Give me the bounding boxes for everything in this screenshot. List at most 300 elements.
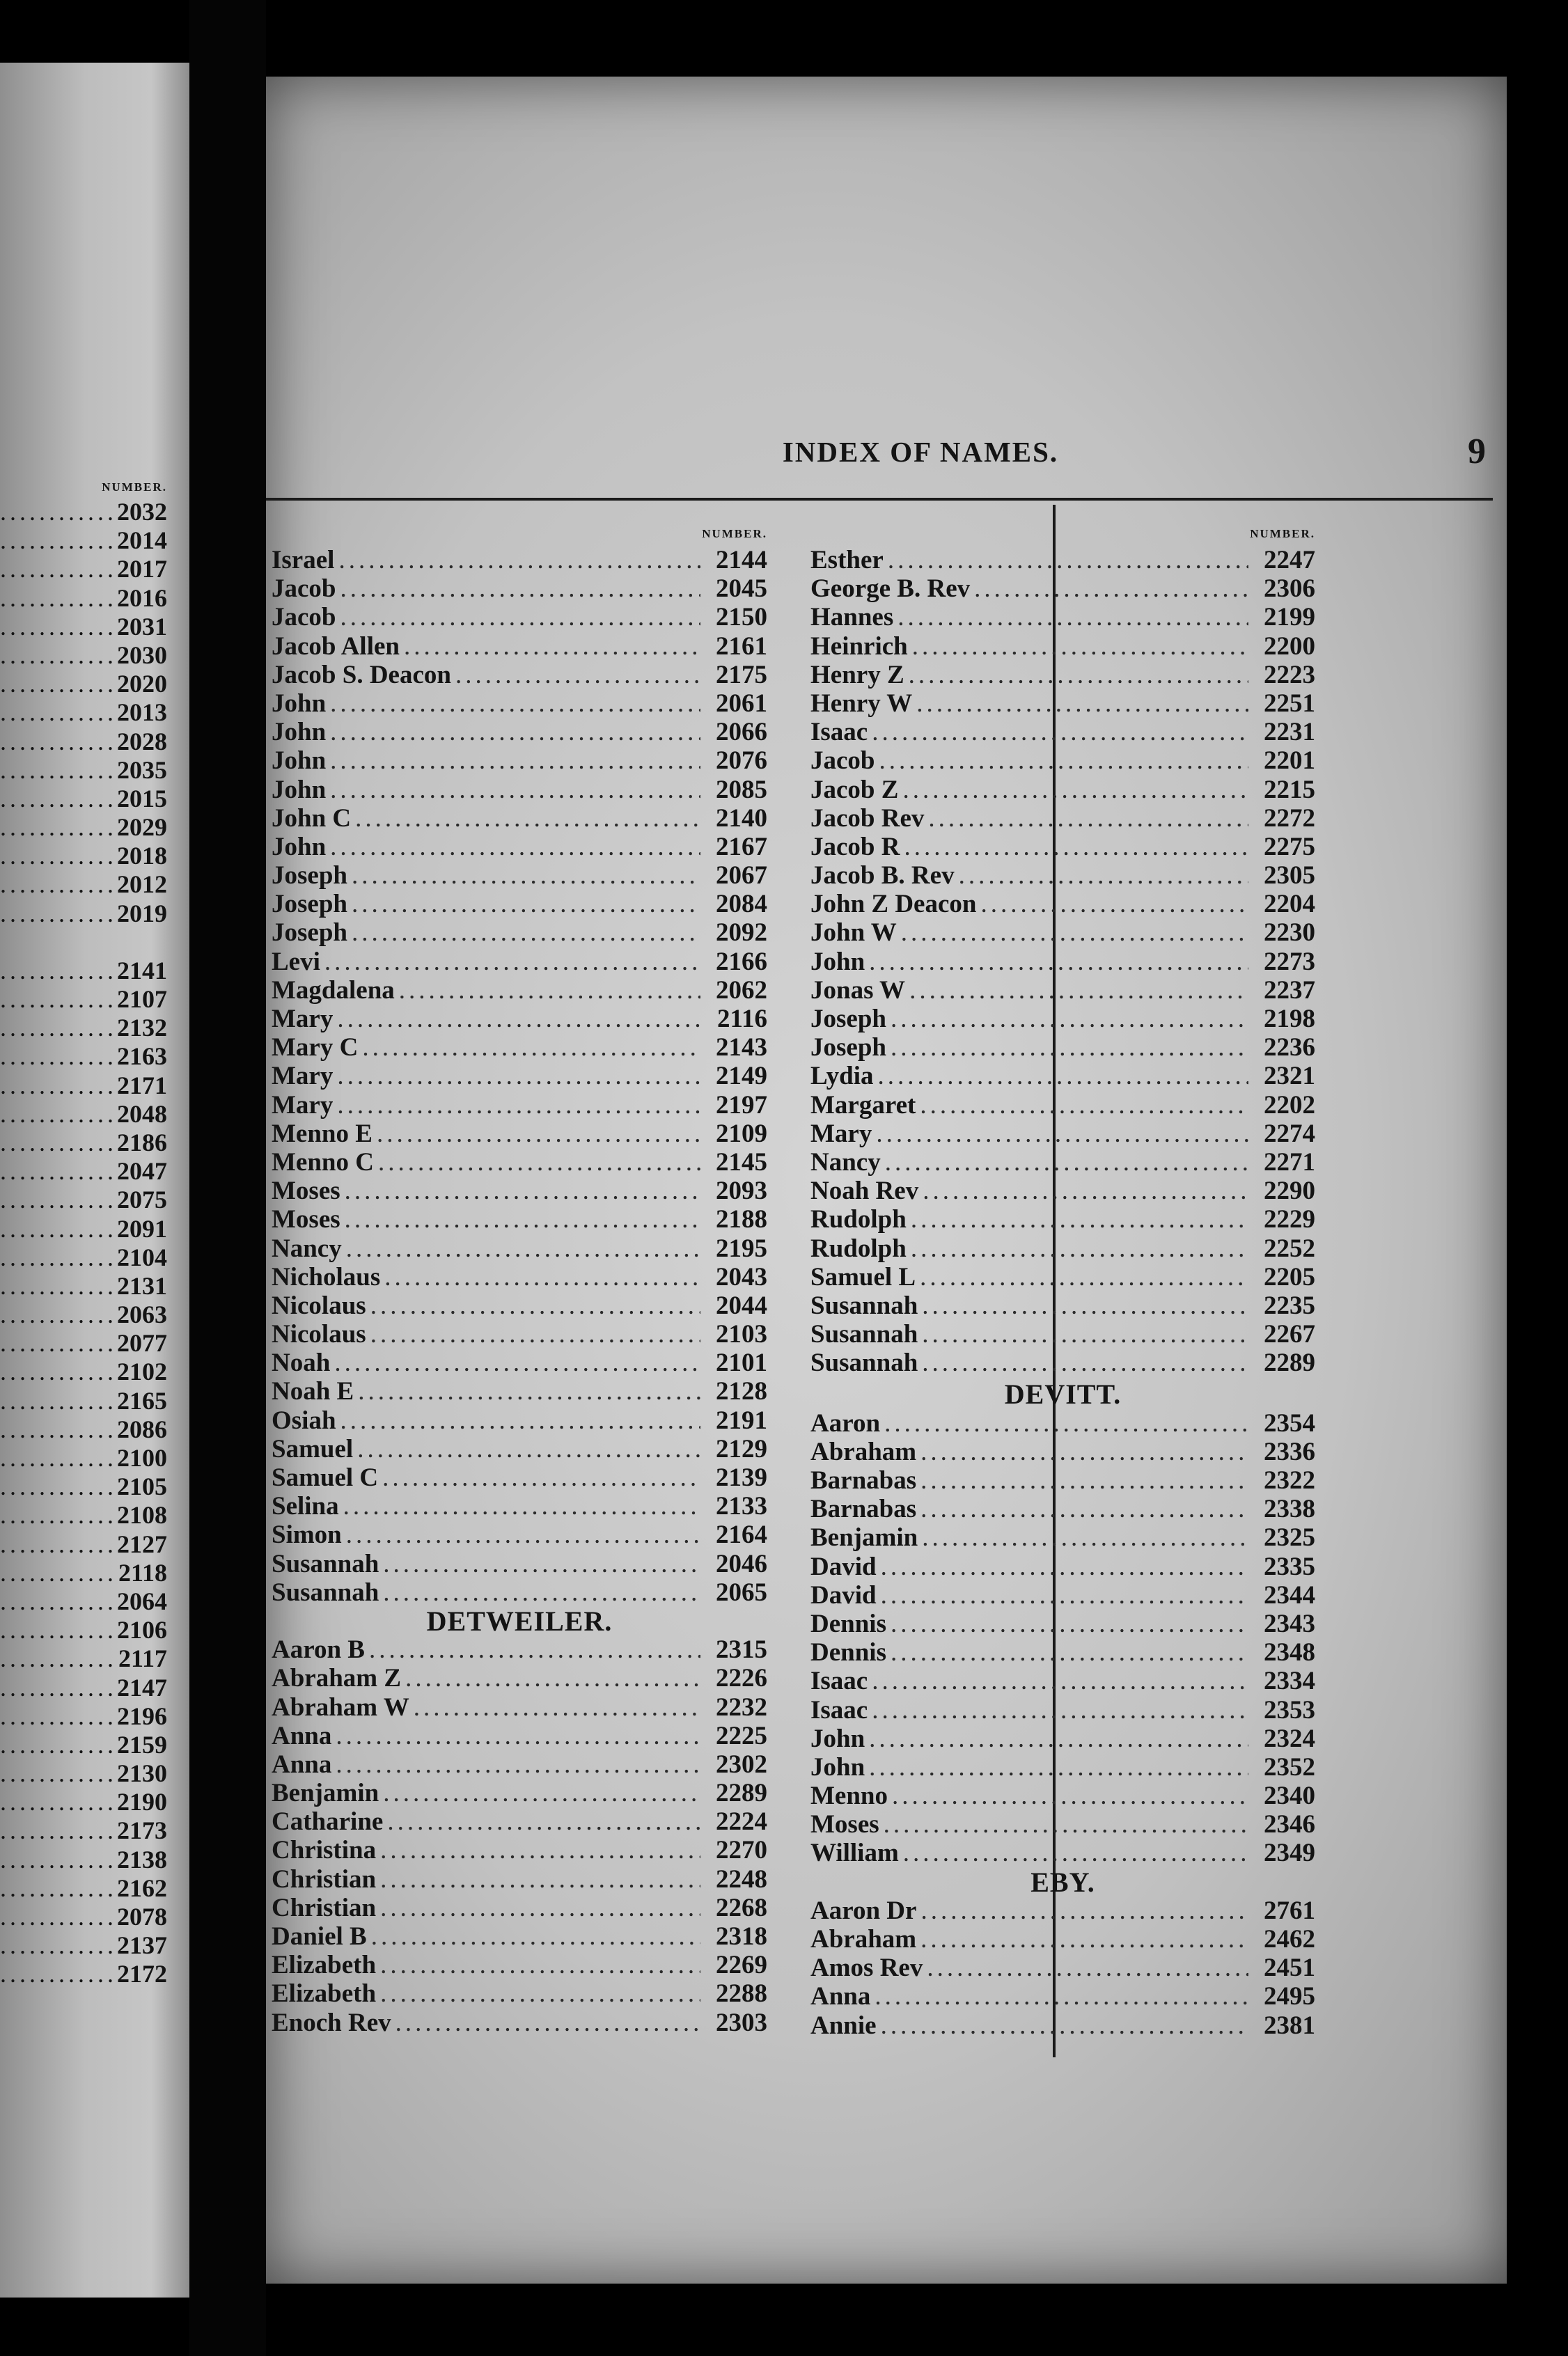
dot-leader — [0, 1042, 113, 1071]
index-entry — [810, 948, 1315, 976]
index-entry — [272, 603, 767, 631]
header-rule — [266, 498, 1493, 501]
partial-entry — [0, 1157, 167, 1186]
index-entry — [810, 1523, 1315, 1552]
entry-number: 2353 — [1264, 1695, 1315, 1725]
partial-entry — [0, 813, 167, 842]
dot-leader — [0, 1644, 114, 1673]
entry-number: 2043 — [716, 1262, 767, 1291]
number-heading: NUMBER. — [1250, 527, 1315, 540]
partial-entry — [0, 1559, 167, 1587]
entry-number: 2324 — [1264, 1724, 1315, 1753]
entry-number: 2101 — [716, 1349, 767, 1378]
entry-number: 2205 — [1264, 1262, 1315, 1291]
entry-number: 2321 — [1264, 1062, 1315, 1091]
dot-leader — [337, 1005, 700, 1033]
partial-entry — [0, 1444, 167, 1472]
entry-number: 2343 — [1264, 1609, 1315, 1638]
entry-list-devitt — [810, 1409, 1315, 1868]
dot-leader — [380, 1865, 700, 1894]
entry-name: John — [810, 1724, 865, 1753]
dot-leader — [0, 870, 113, 899]
dot-leader — [0, 498, 113, 526]
entry-number: 2145 — [716, 1147, 767, 1177]
entry-name: Menno C — [272, 1147, 374, 1177]
dot-leader — [0, 1674, 113, 1702]
dot-leader — [881, 1581, 1248, 1610]
entry-number: 2288 — [716, 1979, 767, 2009]
dot-leader — [382, 1463, 700, 1492]
dot-leader — [897, 603, 1248, 631]
partial-entry — [0, 985, 167, 1014]
dot-leader — [881, 2011, 1248, 2040]
entry-number: 2063 — [117, 1301, 167, 1329]
entry-name: Mary — [272, 1005, 334, 1033]
partial-entry — [0, 842, 167, 870]
index-entry — [272, 2009, 767, 2037]
index-entry — [272, 1807, 767, 1836]
dot-leader — [0, 1788, 113, 1816]
entry-number: 2132 — [117, 1014, 167, 1042]
entry-name: George B. Rev — [810, 574, 971, 604]
entry-number: 2198 — [1264, 1005, 1315, 1033]
index-entry — [272, 1234, 767, 1263]
entry-number: 2235 — [1264, 1291, 1315, 1320]
entry-name: David — [810, 1580, 877, 1610]
index-entry — [810, 1667, 1315, 1695]
partial-entry — [0, 1014, 167, 1042]
section-heading-devitt: DEVITT. — [1004, 1379, 1122, 1411]
dot-leader — [892, 1782, 1248, 1810]
section-heading-eby: EBY. — [1030, 1866, 1095, 1898]
entry-number: 2077 — [117, 1329, 167, 1358]
entry-name: Jacob — [272, 603, 336, 632]
dot-leader — [884, 1810, 1248, 1839]
dot-leader — [369, 1635, 700, 1664]
entry-number: 2045 — [716, 574, 767, 604]
dot-leader — [922, 1523, 1248, 1552]
entry-number: 2269 — [716, 1951, 767, 1980]
entry-number: 2272 — [1264, 803, 1315, 833]
dot-leader — [337, 1062, 700, 1090]
entry-number: 2225 — [716, 1721, 767, 1750]
dot-leader — [337, 1091, 700, 1120]
dot-leader — [0, 1759, 113, 1788]
number-heading: NUMBER. — [102, 480, 167, 494]
entry-number: 2381 — [1264, 2011, 1315, 2040]
index-entry — [272, 1005, 767, 1033]
index-entry — [272, 574, 767, 603]
index-entry — [810, 1982, 1315, 2011]
dot-leader — [404, 632, 700, 661]
partial-entry — [0, 1472, 167, 1501]
index-entry — [272, 1635, 767, 1664]
entry-name: Susannah — [810, 1291, 918, 1320]
dot-leader — [911, 1234, 1248, 1263]
entry-list — [272, 546, 767, 1607]
dot-leader — [901, 918, 1248, 947]
entry-name: Rudolph — [810, 1234, 907, 1263]
entry-number: 2274 — [1264, 1119, 1315, 1148]
entry-name: Henry Z — [810, 660, 904, 689]
entry-number: 2062 — [716, 975, 767, 1005]
entry-number: 2032 — [117, 498, 167, 526]
dot-leader — [324, 948, 700, 976]
dot-leader — [0, 1903, 113, 1931]
entry-name: Selina — [272, 1492, 339, 1521]
entry-number: 2140 — [716, 803, 767, 833]
partial-entry — [0, 1042, 167, 1071]
dot-leader — [884, 1409, 1248, 1438]
entry-name: Abraham — [810, 1437, 917, 1466]
entry-number: 2150 — [716, 603, 767, 632]
entry-name: Menno — [810, 1782, 888, 1811]
partial-entry — [0, 1215, 167, 1243]
index-entry — [272, 1979, 767, 2008]
entry-name: John — [272, 746, 327, 776]
entry-number: 2348 — [1264, 1638, 1315, 1667]
entry-name: Benjamin — [810, 1523, 918, 1553]
dot-leader — [872, 718, 1248, 746]
dot-leader — [0, 1472, 113, 1501]
index-entry — [272, 1693, 767, 1722]
entry-name: Jacob Rev — [810, 803, 925, 833]
entry-number: 2215 — [1264, 775, 1315, 804]
dot-leader — [0, 728, 113, 756]
index-entry — [810, 574, 1315, 603]
index-entry — [272, 1492, 767, 1521]
entry-name: Jacob R — [810, 832, 900, 861]
dot-leader — [0, 1816, 113, 1845]
index-entry — [272, 1750, 767, 1779]
entry-name: John C — [272, 803, 352, 833]
entry-number: 2303 — [716, 2008, 767, 2037]
entry-number: 2302 — [716, 1750, 767, 1779]
entry-number: 2044 — [716, 1291, 767, 1320]
dot-leader — [0, 1931, 113, 1960]
index-entry — [272, 1894, 767, 1922]
entry-list — [810, 546, 1315, 1377]
dot-leader — [0, 1215, 113, 1243]
partial-entry — [0, 1644, 167, 1673]
entry-number: 2105 — [117, 1472, 167, 1501]
index-entry — [272, 1349, 767, 1377]
entry-name: Daniel B — [272, 1922, 367, 1951]
entry-number: 2202 — [1264, 1090, 1315, 1120]
dot-leader — [345, 1177, 700, 1205]
index-entry — [272, 1779, 767, 1807]
entry-name: Moses — [272, 1205, 340, 1234]
dot-leader — [0, 613, 113, 641]
entry-number: 2199 — [1264, 603, 1315, 632]
entry-name: Anna — [810, 1982, 871, 2011]
index-column-right — [810, 522, 1315, 2040]
index-entry — [272, 1263, 767, 1291]
partial-entry — [0, 1272, 167, 1301]
index-entry — [272, 976, 767, 1005]
index-entry — [810, 718, 1315, 746]
entry-name: John — [810, 947, 865, 976]
dot-leader — [330, 718, 700, 746]
entry-name: Joseph — [272, 861, 347, 890]
partial-entry — [0, 1931, 167, 1960]
entry-number: 2270 — [716, 1836, 767, 1865]
entry-name: Lydia — [810, 1062, 874, 1091]
entry-name: John Z Deacon — [810, 890, 977, 919]
dot-leader — [395, 2009, 700, 2037]
dot-leader — [343, 1492, 700, 1521]
entry-number: 2107 — [117, 985, 167, 1013]
dot-leader — [399, 976, 700, 1005]
index-entry — [272, 1177, 767, 1205]
partial-entry — [0, 1616, 167, 1644]
entry-name: Dennis — [810, 1638, 886, 1667]
dot-leader — [922, 1320, 1248, 1349]
entry-name: Anna — [272, 1750, 332, 1779]
dot-leader — [927, 1954, 1248, 1982]
entry-number: 2196 — [117, 1702, 167, 1730]
index-entry — [272, 861, 767, 890]
dot-leader — [0, 555, 113, 583]
index-entry — [810, 1263, 1315, 1291]
entry-name: Amos Rev — [810, 1954, 923, 1983]
partial-entry — [0, 526, 167, 555]
dot-leader — [340, 574, 701, 603]
dot-leader — [0, 584, 113, 613]
entry-number: 2305 — [1264, 861, 1315, 890]
entry-name: Israel — [272, 546, 335, 574]
index-entry — [810, 1320, 1315, 1349]
entry-name: Christina — [272, 1836, 377, 1865]
partial-entry — [0, 1731, 167, 1759]
entry-number: 2231 — [1264, 718, 1315, 747]
entry-name: Moses — [810, 1810, 879, 1839]
entry-number: 2084 — [716, 890, 767, 919]
index-entry — [272, 689, 767, 718]
left-page-fragment — [0, 63, 189, 2298]
dot-leader — [0, 1501, 113, 1530]
entry-name: Susannah — [272, 1549, 379, 1578]
partial-entry — [0, 1071, 167, 1100]
entry-number: 2106 — [117, 1616, 167, 1644]
dot-leader — [916, 689, 1248, 718]
index-entry — [272, 1205, 767, 1234]
dot-leader — [0, 698, 113, 727]
entry-name: Jonas W — [810, 975, 906, 1005]
entry-number: 2030 — [117, 641, 167, 669]
dot-leader — [371, 1922, 700, 1951]
entry-number: 2014 — [117, 526, 167, 555]
entry-number: 2315 — [716, 1635, 767, 1665]
entry-name: John — [272, 775, 327, 804]
index-entry — [810, 1753, 1315, 1782]
dot-leader — [0, 1530, 113, 1559]
dot-leader — [330, 776, 700, 804]
dot-leader — [0, 1358, 113, 1386]
dot-leader — [0, 1014, 113, 1042]
spacer — [0, 928, 167, 957]
dot-leader — [909, 976, 1248, 1005]
dot-leader — [922, 1349, 1248, 1377]
entry-number: 2104 — [117, 1243, 167, 1271]
partial-entry — [0, 900, 167, 928]
dot-leader — [380, 1979, 700, 2008]
index-entry — [272, 1406, 767, 1435]
partial-entry — [0, 870, 167, 899]
dot-leader — [959, 861, 1248, 890]
dot-leader — [0, 1960, 113, 1988]
entry-name: Nicholaus — [272, 1262, 381, 1291]
entry-name: Samuel L — [810, 1262, 916, 1291]
entry-number: 2100 — [117, 1444, 167, 1472]
dot-leader — [0, 670, 113, 698]
dot-leader — [0, 526, 113, 555]
entry-number: 2046 — [716, 1549, 767, 1578]
dot-leader — [352, 918, 700, 947]
entry-number: 2224 — [716, 1807, 767, 1837]
entry-name: John — [272, 832, 327, 861]
dot-leader — [920, 1263, 1248, 1291]
dot-leader — [405, 1664, 700, 1693]
dot-leader — [383, 1550, 700, 1578]
index-entry — [810, 890, 1315, 918]
index-entry — [272, 1148, 767, 1177]
dot-leader — [0, 1731, 113, 1759]
entry-number: 2267 — [1264, 1320, 1315, 1349]
entry-name: Jacob S. Deacon — [272, 660, 451, 689]
entry-name: Mary — [272, 1062, 334, 1091]
entry-number: 2020 — [117, 670, 167, 698]
index-entry — [272, 718, 767, 746]
entry-number: 2761 — [1264, 1896, 1315, 1925]
dot-leader — [370, 1320, 700, 1349]
index-entry — [810, 1581, 1315, 1610]
dot-leader — [0, 842, 113, 870]
index-entry — [272, 1320, 767, 1349]
dot-leader — [414, 1693, 700, 1722]
index-entry — [810, 632, 1315, 661]
dot-leader — [0, 1100, 113, 1129]
entry-number: 2289 — [1264, 1349, 1315, 1378]
entry-name: Nancy — [272, 1234, 342, 1263]
index-entry — [810, 1409, 1315, 1438]
entry-name: Simon — [272, 1521, 342, 1550]
entry-name: Abraham W — [272, 1693, 409, 1722]
entry-number: 2191 — [716, 1406, 767, 1435]
entry-name: Osiah — [272, 1406, 336, 1435]
entry-number: 2017 — [117, 555, 167, 583]
entry-name: Barnabas — [810, 1495, 917, 1524]
entry-number: 2129 — [716, 1434, 767, 1463]
entry-name: Jacob B. Rev — [810, 861, 955, 890]
entry-name: Aaron — [810, 1408, 881, 1438]
index-entry — [810, 1638, 1315, 1667]
index-entry — [810, 804, 1315, 833]
entry-number: 2201 — [1264, 746, 1315, 776]
dot-leader — [362, 1033, 700, 1062]
partial-entry — [0, 613, 167, 641]
partial-entry — [0, 1846, 167, 1874]
index-entry — [810, 1291, 1315, 1320]
dot-leader — [885, 1148, 1248, 1177]
index-entry — [810, 1005, 1315, 1033]
entry-number: 2102 — [117, 1358, 167, 1386]
dot-leader — [346, 1521, 700, 1549]
dot-leader — [0, 1329, 113, 1358]
entry-number: 2223 — [1264, 660, 1315, 689]
entry-number: 2141 — [117, 956, 167, 984]
partial-entry — [0, 1100, 167, 1129]
index-entry — [810, 1091, 1315, 1120]
entry-name: John — [810, 1752, 865, 1782]
index-entry — [272, 804, 767, 833]
entry-number: 2147 — [117, 1673, 167, 1702]
entry-number: 2116 — [717, 1005, 767, 1033]
entry-name: Menno E — [272, 1119, 373, 1148]
entry-number: 2128 — [716, 1377, 767, 1406]
entry-number: 2290 — [1264, 1177, 1315, 1206]
index-entry — [272, 1377, 767, 1406]
index-entry — [810, 1349, 1315, 1377]
index-entry — [272, 1435, 767, 1463]
entry-number: 2165 — [117, 1386, 167, 1415]
entry-number: 2076 — [716, 746, 767, 776]
entry-name: Nicolaus — [272, 1291, 366, 1320]
dot-leader — [0, 1587, 113, 1616]
dot-leader — [330, 833, 700, 861]
dot-leader — [377, 1120, 700, 1148]
dot-leader — [891, 1610, 1248, 1638]
entry-name: Jacob — [272, 574, 336, 604]
dot-leader — [920, 1091, 1248, 1120]
entry-number: 2075 — [117, 1186, 167, 1214]
dot-leader — [920, 1925, 1248, 1954]
entry-number: 2306 — [1264, 574, 1315, 604]
dot-leader — [384, 1263, 700, 1291]
index-entry — [272, 1521, 767, 1549]
index-entry — [810, 1839, 1315, 1867]
dot-leader — [345, 1205, 700, 1234]
entry-number: 2167 — [716, 832, 767, 861]
index-entry — [272, 948, 767, 976]
entry-number: 2031 — [117, 612, 167, 641]
partial-entry — [0, 1329, 167, 1358]
dot-leader — [911, 1205, 1248, 1234]
entry-name: Anna — [272, 1721, 332, 1750]
entry-number: 2354 — [1264, 1408, 1315, 1438]
index-entry — [272, 746, 767, 775]
dot-leader — [338, 546, 700, 574]
dot-leader — [0, 1243, 113, 1272]
entry-number: 2103 — [716, 1320, 767, 1349]
index-entry — [810, 1177, 1315, 1205]
entry-number: 2143 — [716, 1033, 767, 1062]
entry-number: 2186 — [117, 1128, 167, 1156]
entry-number: 2204 — [1264, 890, 1315, 919]
dot-leader — [869, 1753, 1248, 1782]
partial-entry — [0, 1816, 167, 1845]
partial-entry — [0, 641, 167, 670]
index-page — [266, 77, 1507, 2284]
index-entry — [810, 661, 1315, 689]
entry-name: Isaac — [810, 1667, 868, 1696]
dot-leader — [330, 746, 700, 775]
entry-name: Hannes — [810, 603, 894, 632]
entry-name: Mary — [272, 1090, 334, 1120]
section-heading-detweiler: DETWEILER. — [426, 1605, 613, 1637]
entry-number: 2117 — [118, 1644, 167, 1673]
entry-number: 2078 — [117, 1903, 167, 1931]
